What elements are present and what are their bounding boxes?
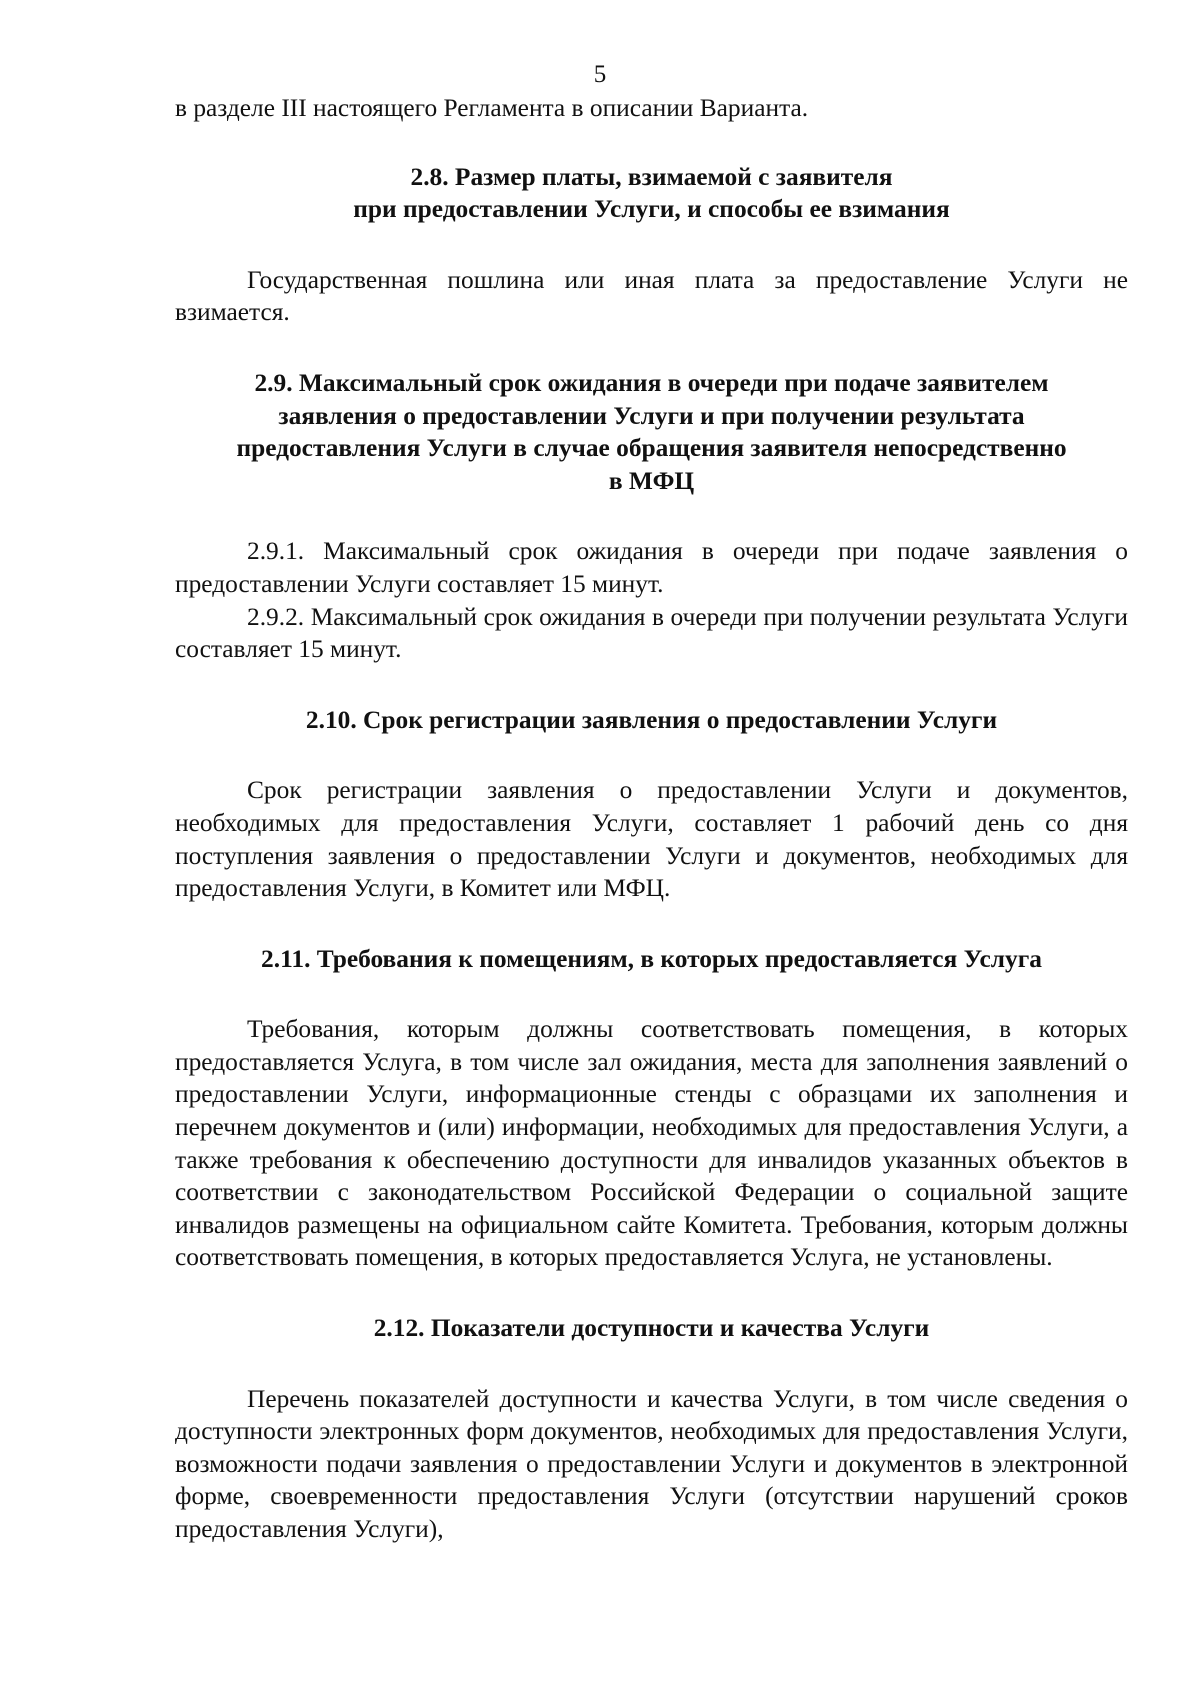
section-heading-2-8 [175, 161, 1128, 226]
section-heading-2-12: 2.12. Показатели доступности и качества Услуги [373, 1314, 930, 1343]
page-number: 5 [593, 61, 607, 88]
heading-line: 2.8. Размер платы, взимаемой с заявителя [410, 162, 893, 191]
paragraph-2-10: Срок регистрации заявления о предоставлении Услуги и документов, необходимых для предоставления Услуги, составляет 1 рабочий день со дня поступления заявления о предоставлении Услуги и документов, необходимых для предоставления Услуги, в Комитет или МФЦ. [175, 776, 1128, 903]
paragraph-2-12: Перечень показателей доступности и качества Услуги, в том числе сведения о доступности электронных форм документов, необходимых для предоставления Услуги, возможности подачи заявления о предоставлении Услуги и документов в электронной форме, своевременности предоставления Услуги (отсутствии нарушений сроков предоставления Услуги), [175, 1384, 1128, 1543]
heading-line: заявления о предоставлении Услуги и при получении результата [278, 401, 1025, 430]
paragraph-2-9-2: 2.9.2. Максимальный срок ожидания в очереди при получении результата Услуги составляет 15 минут. [175, 602, 1128, 664]
section-heading-2-10: 2.10. Срок регистрации заявления о предоставлении Услуги [305, 705, 998, 734]
heading-line: при предоставлении Услуги, и способы ее взимания [353, 195, 950, 224]
heading-line: предоставления Услуги в случае обращения заявителя непосредственно [236, 434, 1067, 463]
heading-line: 2.9. Максимальный срок ожидания в очереди при подаче заявителем [254, 368, 1049, 397]
paragraph-2-11: Требования, которым должны соответствовать помещения, в которых предоставляется Услуга, в том числе зал ожидания, места для заполнения заявлений о предоставлении Услуги, информационные стенды с образцами их заполнения и перечнем документов и (или) информации, необходимых для предоставления Услуги, а также требования к обеспечению доступности для инвалидов указанных объектов в соответствии с законодательством Российской Федерации о социальной защите инвалидов размещены на официальном сайте Комитета. Требования, которым должны соответствовать помещения, в которых предоставляется Услуга, не установлены. [175, 1015, 1128, 1272]
document-body [175, 92, 1128, 1546]
paragraph-2-8: Государственная пошлина или иная плата за предоставление Услуги не взимается. [175, 265, 1128, 327]
paragraph-2-9-1: 2.9.1. Максимальный срок ожидания в очереди при подаче заявления о предоставлении Услуги составляет 15 минут. [175, 537, 1128, 598]
intro-line: в разделе III настоящего Регламента в описании Варианта. [175, 94, 809, 122]
section-heading-2-11: 2.11. Требования к помещениям, в которых предоставляется Услуга [261, 944, 1042, 973]
heading-line: в МФЦ [608, 466, 695, 495]
section-heading-2-9 [175, 367, 1128, 497]
